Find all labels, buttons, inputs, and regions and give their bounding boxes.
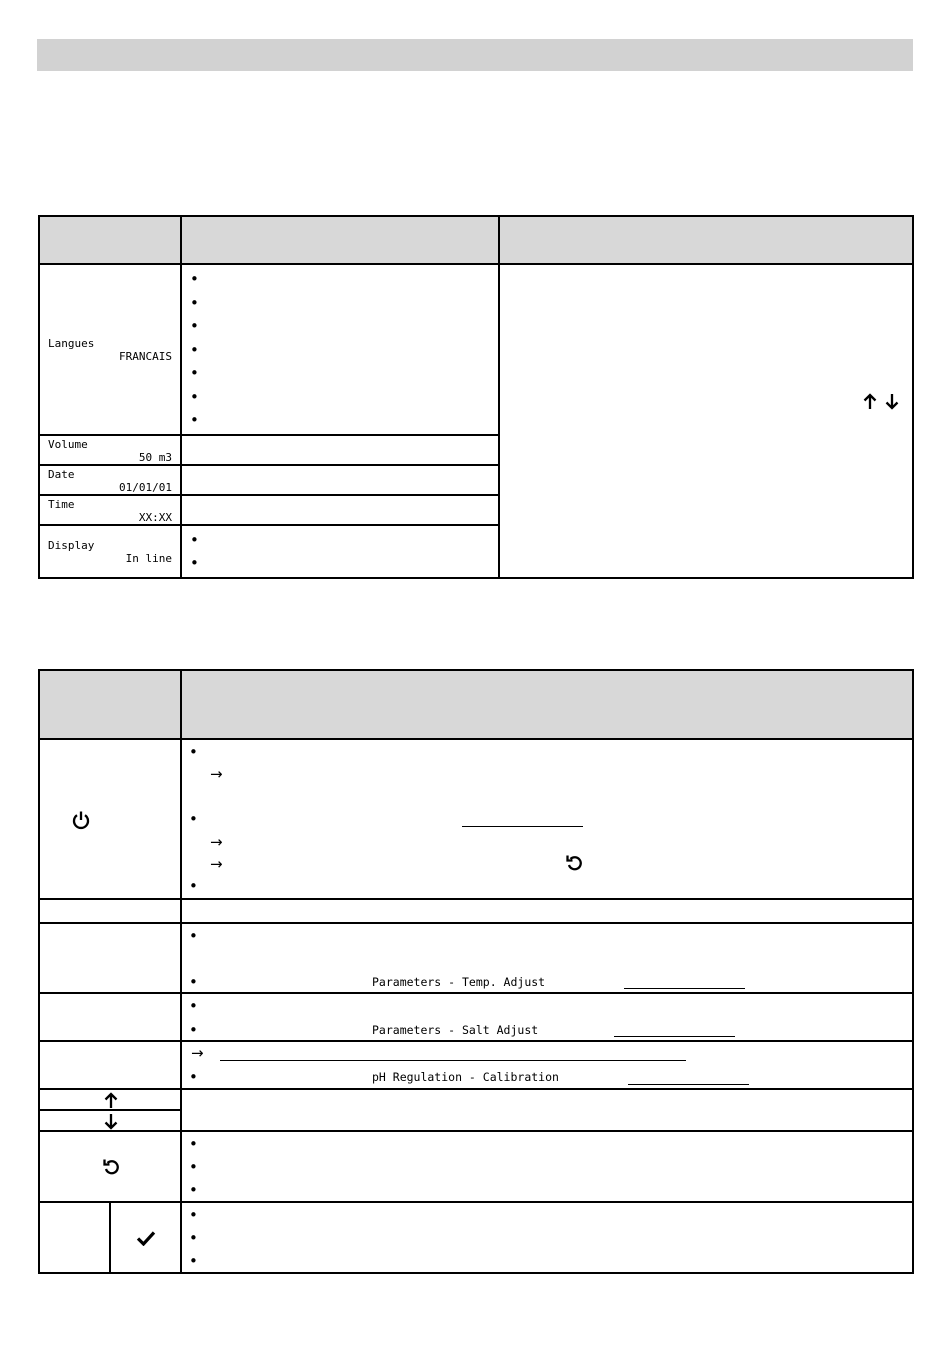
list-item: [190, 269, 498, 293]
lcd-value-languages: FRANCAIS: [119, 350, 172, 364]
lcd-value-display: In line: [125, 552, 172, 565]
arrow-right-icon: →: [210, 765, 223, 783]
lcd-label-date: Date: [48, 467, 75, 481]
bullet: •: [189, 927, 198, 945]
list-item: [190, 530, 498, 554]
salt-key-cell: [39, 993, 181, 1041]
temp-description: [181, 923, 913, 993]
list-item: [190, 387, 498, 411]
settings-header-description: [499, 216, 913, 264]
buttons-header-function: [181, 670, 913, 739]
lcd-date: [39, 465, 181, 495]
arrow-up-icon: [103, 1091, 119, 1109]
back-icon: [101, 1157, 121, 1177]
arrow-up-icon: [862, 392, 878, 410]
settings-table: [38, 215, 914, 579]
settings-description-cell: [499, 264, 913, 578]
lcd-label-display: Display: [48, 539, 95, 552]
bullet: •: [189, 1229, 198, 1247]
lcd-languages: [39, 264, 181, 435]
settings-header-options: [181, 216, 499, 264]
bullet: •: [189, 810, 198, 828]
back-icon: [564, 853, 584, 873]
salt-description: [181, 993, 913, 1041]
salt-menu-path: Parameters - Salt Adjust: [372, 1023, 539, 1037]
blank-description: [181, 899, 913, 923]
power-icon: [70, 809, 92, 831]
underline: [614, 1036, 735, 1037]
up-down-description: [181, 1089, 913, 1131]
arrow-right-icon: →: [210, 855, 223, 873]
down-key-cell: [39, 1110, 181, 1131]
lcd-time: [39, 495, 181, 525]
bullet: •: [189, 1158, 198, 1176]
arrow-down-icon: [103, 1112, 119, 1130]
underline: [628, 1084, 749, 1085]
settings-header-menu: [39, 216, 181, 264]
lcd-volume: [39, 435, 181, 465]
underline: [220, 1060, 686, 1061]
list-item: [190, 316, 498, 340]
bullet: •: [189, 743, 198, 761]
validate-key-cell: [110, 1202, 181, 1273]
bullet: •: [189, 1181, 198, 1199]
buttons-table: [38, 669, 914, 1274]
lcd-value-date: 01/01/01: [119, 480, 172, 494]
bullet: •: [189, 1021, 198, 1039]
lcd-value-volume: 50 m3: [138, 450, 172, 464]
bullet: •: [189, 997, 198, 1015]
date-options: [181, 465, 499, 495]
bullet: •: [189, 1252, 198, 1270]
arrow-right-icon: →: [210, 833, 223, 851]
list-item: [190, 340, 498, 364]
power-description: [181, 739, 913, 899]
languages-list: [182, 265, 498, 434]
list-item: [190, 553, 498, 577]
volume-options: [181, 435, 499, 465]
temp-menu-path: Parameters - Temp. Adjust: [372, 975, 546, 989]
lcd-label-time: Time: [48, 497, 75, 511]
blank-key-cell: [39, 899, 181, 923]
validate-description: [181, 1202, 913, 1273]
bullet: •: [189, 1068, 198, 1086]
arrow-down-icon: [884, 392, 900, 410]
check-icon: [135, 1228, 157, 1248]
underline: [462, 826, 583, 827]
ph-description: [181, 1041, 913, 1089]
list-item: [190, 293, 498, 317]
bullet: •: [189, 877, 198, 895]
validate-key-blank: [39, 1202, 110, 1273]
bullet: •: [189, 1135, 198, 1153]
ph-key-cell: [39, 1041, 181, 1089]
bullet: •: [189, 973, 198, 991]
languages-options: [181, 264, 499, 435]
temp-key-cell: [39, 923, 181, 993]
display-list: [182, 526, 498, 577]
back-key-cell: [39, 1131, 181, 1202]
lcd-label-volume: Volume: [48, 437, 88, 451]
time-options: [181, 495, 499, 525]
power-key-cell: [39, 739, 181, 899]
bullet: •: [189, 1206, 198, 1224]
section-header-bar: [37, 39, 913, 71]
buttons-header-key: [39, 670, 181, 739]
lcd-display: [39, 525, 181, 578]
lcd-value-time: XX:XX: [138, 510, 172, 524]
arrow-right-icon: →: [191, 1044, 204, 1062]
ph-menu-path: pH Regulation - Calibration: [372, 1070, 559, 1084]
lcd-label-languages: Langues: [48, 337, 95, 351]
list-item: [190, 410, 498, 434]
back-description: [181, 1131, 913, 1202]
up-key-cell: [39, 1089, 181, 1110]
list-item: [190, 363, 498, 387]
underline: [624, 988, 745, 989]
display-options: [181, 525, 499, 578]
